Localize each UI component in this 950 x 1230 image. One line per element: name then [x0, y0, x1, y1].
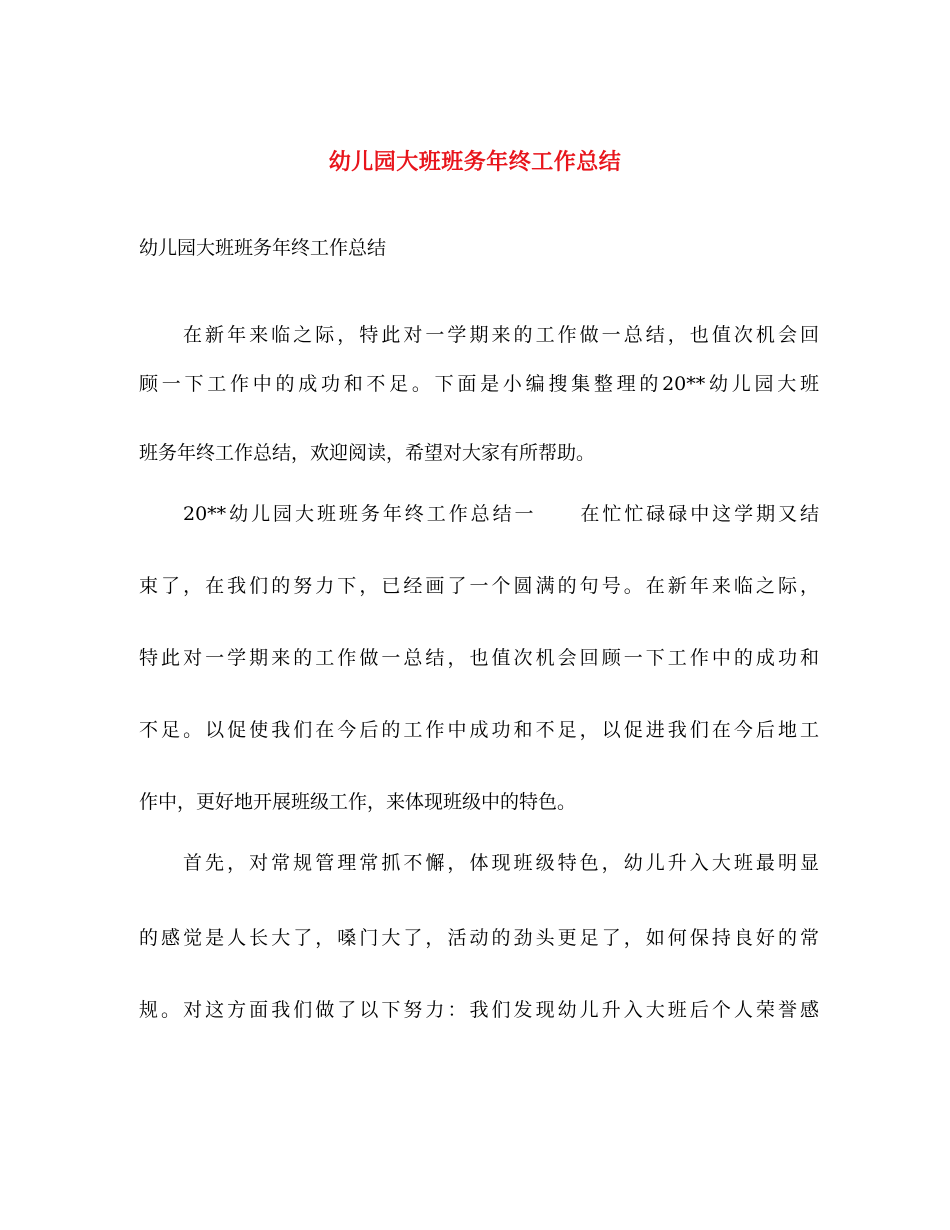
paragraph-line: 特此对一学期来的工作做一总结，也值次机会回顾一下工作中的成功和 — [139, 647, 819, 669]
paragraph-line: 在新年来临之际，特此对一学期来的工作做一总结，也值次机会回 — [183, 324, 819, 346]
paragraph-line: 的感觉是人长大了，嗓门大了，活动的劲头更足了，如何保持良好的常 — [139, 927, 819, 949]
paragraph-line: 不足。以促使我们在今后的工作中成功和不足，以促进我们在今后地工 — [139, 719, 819, 741]
document-subheading: 幼儿园大班班务年终工作总结 — [139, 237, 387, 259]
paragraph-line: 束了，在我们的努力下，已经画了一个圆满的句号。在新年来临之际， — [139, 575, 819, 597]
document-title: 幼儿园大班班务年终工作总结 — [328, 149, 622, 175]
paragraph-line: 作中，更好地开展班级工作，来体现班级中的特色。 — [139, 791, 577, 813]
paragraph-line: 规。对这方面我们做了以下努力：我们发现幼儿升入大班后个人荣誉感 — [139, 999, 819, 1021]
paragraph-line: 20**幼儿园大班班务年终工作总结一 在忙忙碌碌中这学期又结 — [183, 503, 819, 525]
paragraph-line: 首先，对常规管理常抓不懈，体现班级特色，幼儿升入大班最明显 — [183, 852, 819, 874]
paragraph-line: 班务年终工作总结，欢迎阅读，希望对大家有所帮助。 — [139, 442, 596, 464]
paragraph-line: 顾一下工作中的成功和不足。下面是小编搜集整理的20**幼儿园大班 — [139, 373, 819, 395]
